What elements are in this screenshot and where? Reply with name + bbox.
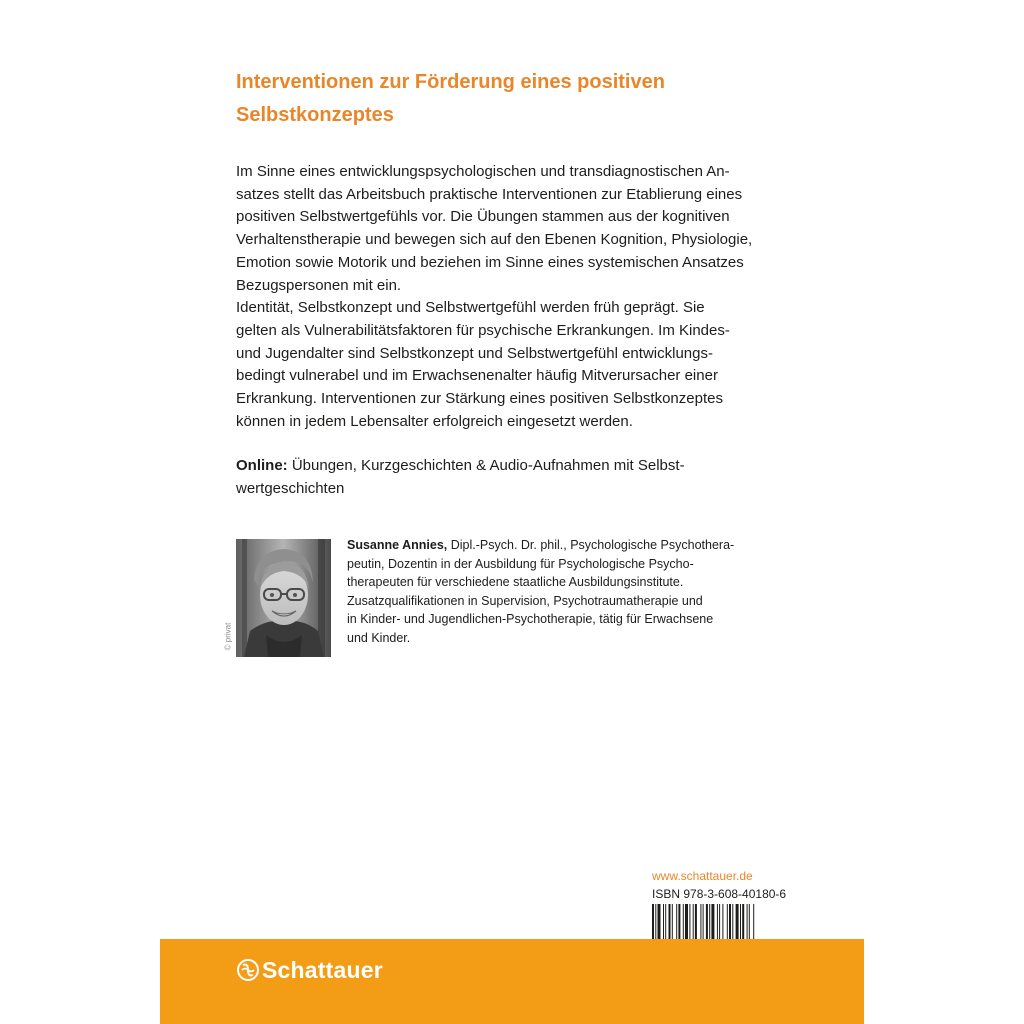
photo-credit: © privat <box>223 622 233 651</box>
description-line: positiven Selbstwertgefühls vor. Die Übungen stammen aus der kognitiven <box>236 208 730 226</box>
description-line: satzes stellt das Arbeitsbuch praktische Interventionen zur Etablierung eines <box>236 185 743 203</box>
author-photo <box>236 539 331 657</box>
online-line-1 <box>236 455 796 478</box>
book-description <box>236 161 796 433</box>
publisher-website-link[interactable]: www.schattauer.de <box>652 869 753 883</box>
description-line: Emotion sowie Motorik und beziehen im Sinne eines systemischen Ansatzes <box>236 253 744 271</box>
author-bio-line: und Kinder. <box>347 630 411 645</box>
description-line: Erkrankung. Interventionen zur Stärkung eines positiven Selbstkonzeptes <box>236 390 723 408</box>
author-bio-line: therapeuten für verschiedene staatliche Ausbildungsinstitute. <box>347 575 684 589</box>
publisher-logo <box>236 957 383 983</box>
online-text-1: Übungen, Kurzgeschichten & Audio-Aufnahmen mit Selbst- <box>287 457 685 474</box>
author-bio-line: peutin, Dozentin in der Ausbildung für Psychologische Psycho- <box>347 556 694 571</box>
description-line: bedingt vulnerabel und im Erwachsenenalter häufig Mitverursacher einer <box>236 367 718 385</box>
book-title-line-1: Interventionen zur Förderung eines positiven <box>236 71 665 93</box>
description-line: und Jugendalter sind Selbstkonzept und Selbstwertgefühl entwicklungs- <box>236 344 713 362</box>
author-bio-line: Zusatzqualifikationen in Supervision, Psychotraumatherapie und <box>347 593 703 608</box>
description-line: Im Sinne eines entwicklungspsychologischen und transdiagnostischen An- <box>236 163 730 180</box>
online-materials-note <box>236 455 796 500</box>
isbn-number: ISBN 978-3-608-40180-6 <box>652 887 787 901</box>
description-line: Identität, Selbstkonzept und Selbstwertgefühl werden früh geprägt. Sie <box>236 299 705 317</box>
author-bio-line-1 <box>347 536 777 555</box>
description-line: gelten als Vulnerabilitätsfaktoren für psychische Erkrankungen. Im Kindes- <box>236 321 730 339</box>
description-line: Verhaltenstherapie und bewegen sich auf den Ebenen Kognition, Physiologie, <box>236 231 753 249</box>
book-title <box>236 66 796 132</box>
author-portrait-image <box>236 539 331 657</box>
online-label: Online: <box>236 457 288 474</box>
description-line: können in jedem Lebensalter erfolgreich eingesetzt werden. <box>236 412 633 430</box>
online-text-2: wertgeschichten <box>236 479 345 497</box>
publisher-name: Schattauer <box>262 956 383 983</box>
book-title-line-2: Selbstkonzeptes <box>236 104 394 126</box>
author-credentials: Dipl.-Psych. Dr. phil., Psychologische Psychothera- <box>447 538 735 552</box>
author-bio-line: in Kinder- und Jugendlichen-Psychotherapie, tätig für Erwachsene <box>347 612 714 626</box>
description-line: Bezugspersonen mit ein. <box>236 276 402 294</box>
author-bio <box>347 536 777 647</box>
isbn-barcode <box>652 904 788 939</box>
schattauer-emblem-icon <box>236 958 260 982</box>
author-name: Susanne Annies, <box>347 538 448 552</box>
